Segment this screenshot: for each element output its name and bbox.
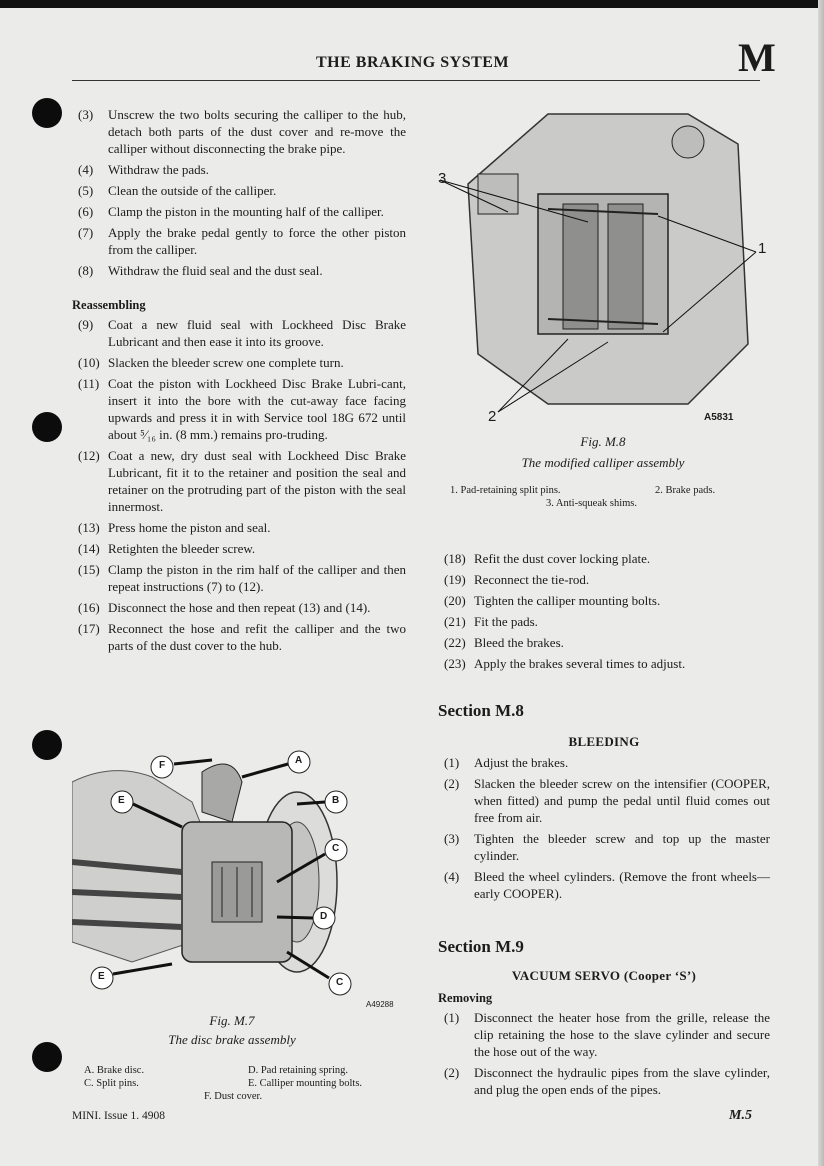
- section-letter: M: [738, 35, 776, 80]
- step-number: (22): [444, 635, 466, 650]
- list-item: [438, 613, 770, 630]
- step-number: (3): [444, 831, 460, 846]
- list-item: [438, 655, 770, 672]
- fig7-label-c: C: [332, 843, 340, 854]
- step-text: Clamp the piston in the rim half of the calliper and then repeat instructions (7) to (12).: [108, 562, 406, 594]
- step-number: (8): [78, 263, 94, 278]
- list-item: [72, 316, 406, 350]
- fig7-legend-f: F. Dust cover.: [204, 1091, 263, 1102]
- step-number: (1): [444, 755, 460, 770]
- step-number: (6): [78, 204, 94, 219]
- section-m8-title: Section M.8: [438, 701, 524, 720]
- step-text: Press home the piston and seal.: [108, 520, 271, 535]
- list-item: [438, 592, 770, 609]
- step-text: Clean the outside of the calliper.: [108, 183, 277, 198]
- list-item: [438, 1009, 770, 1060]
- list-item: [438, 550, 770, 567]
- list-item: [72, 354, 406, 371]
- step-number: (14): [78, 541, 100, 556]
- step-text: Unscrew the two bolts securing the calliper to the hub, detach both parts of the dust cover and re-move the calliper without disconnecting the brake pipe.: [108, 107, 406, 156]
- fig8-legend-2: 2. Brake pads.: [655, 485, 716, 496]
- binder-hole: [32, 730, 62, 760]
- step-text: Apply the brake pedal gently to force the other piston from the calliper.: [108, 225, 406, 257]
- step-text: Slacken the bleeder screw one complete turn.: [108, 355, 344, 370]
- step-text: Refit the dust cover locking plate.: [474, 551, 651, 566]
- list-item: [72, 375, 406, 443]
- fig8-legend-1: 1. Pad-retaining split pins.: [450, 485, 561, 496]
- step-text: Coat a new, dry dust seal with Lockheed Disc Brake Lubricant, fit it to the retainer and position the seal and retainer on the protruding part of the piston with the seal innermost.: [108, 448, 406, 514]
- binder-hole: [32, 98, 62, 128]
- step-text: Apply the brakes several times to adjust.: [474, 656, 686, 671]
- list-item: [72, 262, 406, 279]
- page-edge-shadow: [818, 0, 824, 1166]
- list-item: [72, 447, 406, 515]
- fig7-legend-c: C. Split pins.: [84, 1078, 139, 1089]
- figure-disc-brake-assembly: [72, 742, 392, 1004]
- list-item: [72, 106, 406, 157]
- fig7-legend-a: A. Brake disc.: [84, 1065, 145, 1076]
- list-item: [438, 634, 770, 651]
- scan-top-border: [0, 0, 824, 8]
- footer-page-number: M.5: [729, 1108, 752, 1123]
- list-item: [72, 161, 406, 178]
- step-text: Fit the pads.: [474, 614, 538, 629]
- list-item: [72, 620, 406, 654]
- step-text: Coat the piston with Lockheed Disc Brake Lubri-cant, insert it into the bore with the cut-away face facing upwards and press it in with Service tool 18G 672 until about ⁵⁄₁₆ in. (8 mm.) remains pro-truding.: [108, 376, 406, 442]
- step-number: (10): [78, 355, 100, 370]
- binder-hole: [32, 1042, 62, 1072]
- step-number: (17): [78, 621, 100, 636]
- list-item: [72, 203, 406, 220]
- step-number: (3): [78, 107, 94, 122]
- list-item: [72, 519, 406, 536]
- step-text: Reconnect the tie-rod.: [474, 572, 590, 587]
- step-number: (12): [78, 448, 100, 463]
- left-column: [72, 106, 406, 658]
- step-text: Tighten the calliper mounting bolts.: [474, 593, 661, 608]
- step-number: (5): [78, 183, 94, 198]
- step-text: Withdraw the fluid seal and the dust seal.: [108, 263, 323, 278]
- fig7-label-a: A: [295, 755, 303, 766]
- fig7-code: A49288: [366, 1000, 394, 1009]
- footer-issue: MINI. Issue 1. 4908: [72, 1110, 165, 1122]
- fig8-label-1: 1: [758, 240, 767, 257]
- step-number: (13): [78, 520, 100, 535]
- step-number: (4): [78, 162, 94, 177]
- step-text: Bleed the brakes.: [474, 635, 564, 650]
- fig8-label: Fig. M.8: [580, 434, 626, 449]
- step-number: (2): [444, 776, 460, 791]
- fig7-label-e: E: [98, 971, 105, 982]
- fig8-label-2: 2: [488, 408, 497, 425]
- step-number: (15): [78, 562, 100, 577]
- step-number: (18): [444, 551, 466, 566]
- reassembling-heading: Reassembling: [72, 298, 146, 312]
- list-item: [72, 561, 406, 595]
- step-text: Tighten the bleeder screw and top up the master cylinder.: [474, 831, 770, 863]
- fig8-code: A5831: [704, 412, 734, 423]
- vacuum-servo-heading: VACUUM SERVO (Cooper ‘S’): [511, 968, 697, 983]
- list-item: [438, 868, 770, 902]
- step-number: (20): [444, 593, 466, 608]
- step-number: (9): [78, 317, 94, 332]
- step-number: (4): [444, 869, 460, 884]
- fig7-label-d: D: [320, 911, 328, 922]
- list-item: [438, 1064, 770, 1098]
- step-number: (7): [78, 225, 94, 240]
- figure-modified-calliper: [438, 104, 768, 430]
- step-text: Retighten the bleeder screw.: [108, 541, 256, 556]
- step-text: Bleed the wheel cylinders. (Remove the front wheels—early COOPER).: [474, 869, 770, 901]
- step-number: (19): [444, 572, 466, 587]
- fig7-legend-d: D. Pad retaining spring.: [248, 1065, 349, 1076]
- list-item: [438, 775, 770, 826]
- step-number: (1): [444, 1010, 460, 1025]
- list-item: [438, 754, 770, 771]
- step-text: Clamp the piston in the mounting half of the calliper.: [108, 204, 384, 219]
- step-text: Reconnect the hose and refit the calliper and the two parts of the dust cover to the hub.: [108, 621, 406, 653]
- bleeding-heading: BLEEDING: [568, 734, 640, 749]
- list-item: [72, 599, 406, 616]
- header-rule: [72, 80, 760, 81]
- list-item: [72, 182, 406, 199]
- fig7-label-e: E: [118, 795, 125, 806]
- step-text: Disconnect the hydraulic pipes from the slave cylinder, and plug the open ends of the pipes.: [474, 1065, 770, 1097]
- step-number: (23): [444, 656, 466, 671]
- page-header-title: THE BRAKING SYSTEM: [316, 54, 510, 71]
- disc-brake-illustration: [72, 742, 392, 1004]
- step-text: Withdraw the pads.: [108, 162, 209, 177]
- fig7-label: Fig. M.7: [209, 1013, 255, 1028]
- fig7-legend-e: E. Calliper mounting bolts.: [248, 1078, 363, 1089]
- step-text: Coat a new fluid seal with Lockheed Disc Brake Lubricant and then ease it into its groove.: [108, 317, 406, 349]
- calliper-illustration: [438, 104, 768, 430]
- list-item: [72, 540, 406, 557]
- step-number: (2): [444, 1065, 460, 1080]
- fig7-label-b: B: [332, 795, 340, 806]
- step-text: Disconnect the heater hose from the grille, release the clip retaining the hose to the slave cylinder and secure the hose out of the way.: [474, 1010, 770, 1059]
- step-number: (11): [78, 376, 100, 391]
- fig7-label-c: C: [336, 977, 344, 988]
- step-text: Slacken the bleeder screw on the intensifier (COOPER, when fitted) and pump the pedal until fluid comes out free from air.: [474, 776, 770, 825]
- fig8-label-3: 3: [438, 170, 447, 187]
- list-item: [438, 830, 770, 864]
- step-number: (16): [78, 600, 100, 615]
- section-m9-title: Section M.9: [438, 937, 524, 956]
- fig7-caption: The disc brake assembly: [168, 1032, 296, 1047]
- fig8-legend-3: 3. Anti-squeak shims.: [546, 498, 637, 509]
- step-number: (21): [444, 614, 466, 629]
- removing-heading: Removing: [438, 991, 493, 1005]
- list-item: [438, 571, 770, 588]
- right-column: [438, 550, 770, 1102]
- fig7-label-f: F: [159, 760, 166, 771]
- step-text: Disconnect the hose and then repeat (13) and (14).: [108, 600, 371, 615]
- fig8-caption: The modified calliper assembly: [521, 455, 685, 470]
- binder-hole: [32, 412, 62, 442]
- list-item: [72, 224, 406, 258]
- step-text: Adjust the brakes.: [474, 755, 569, 770]
